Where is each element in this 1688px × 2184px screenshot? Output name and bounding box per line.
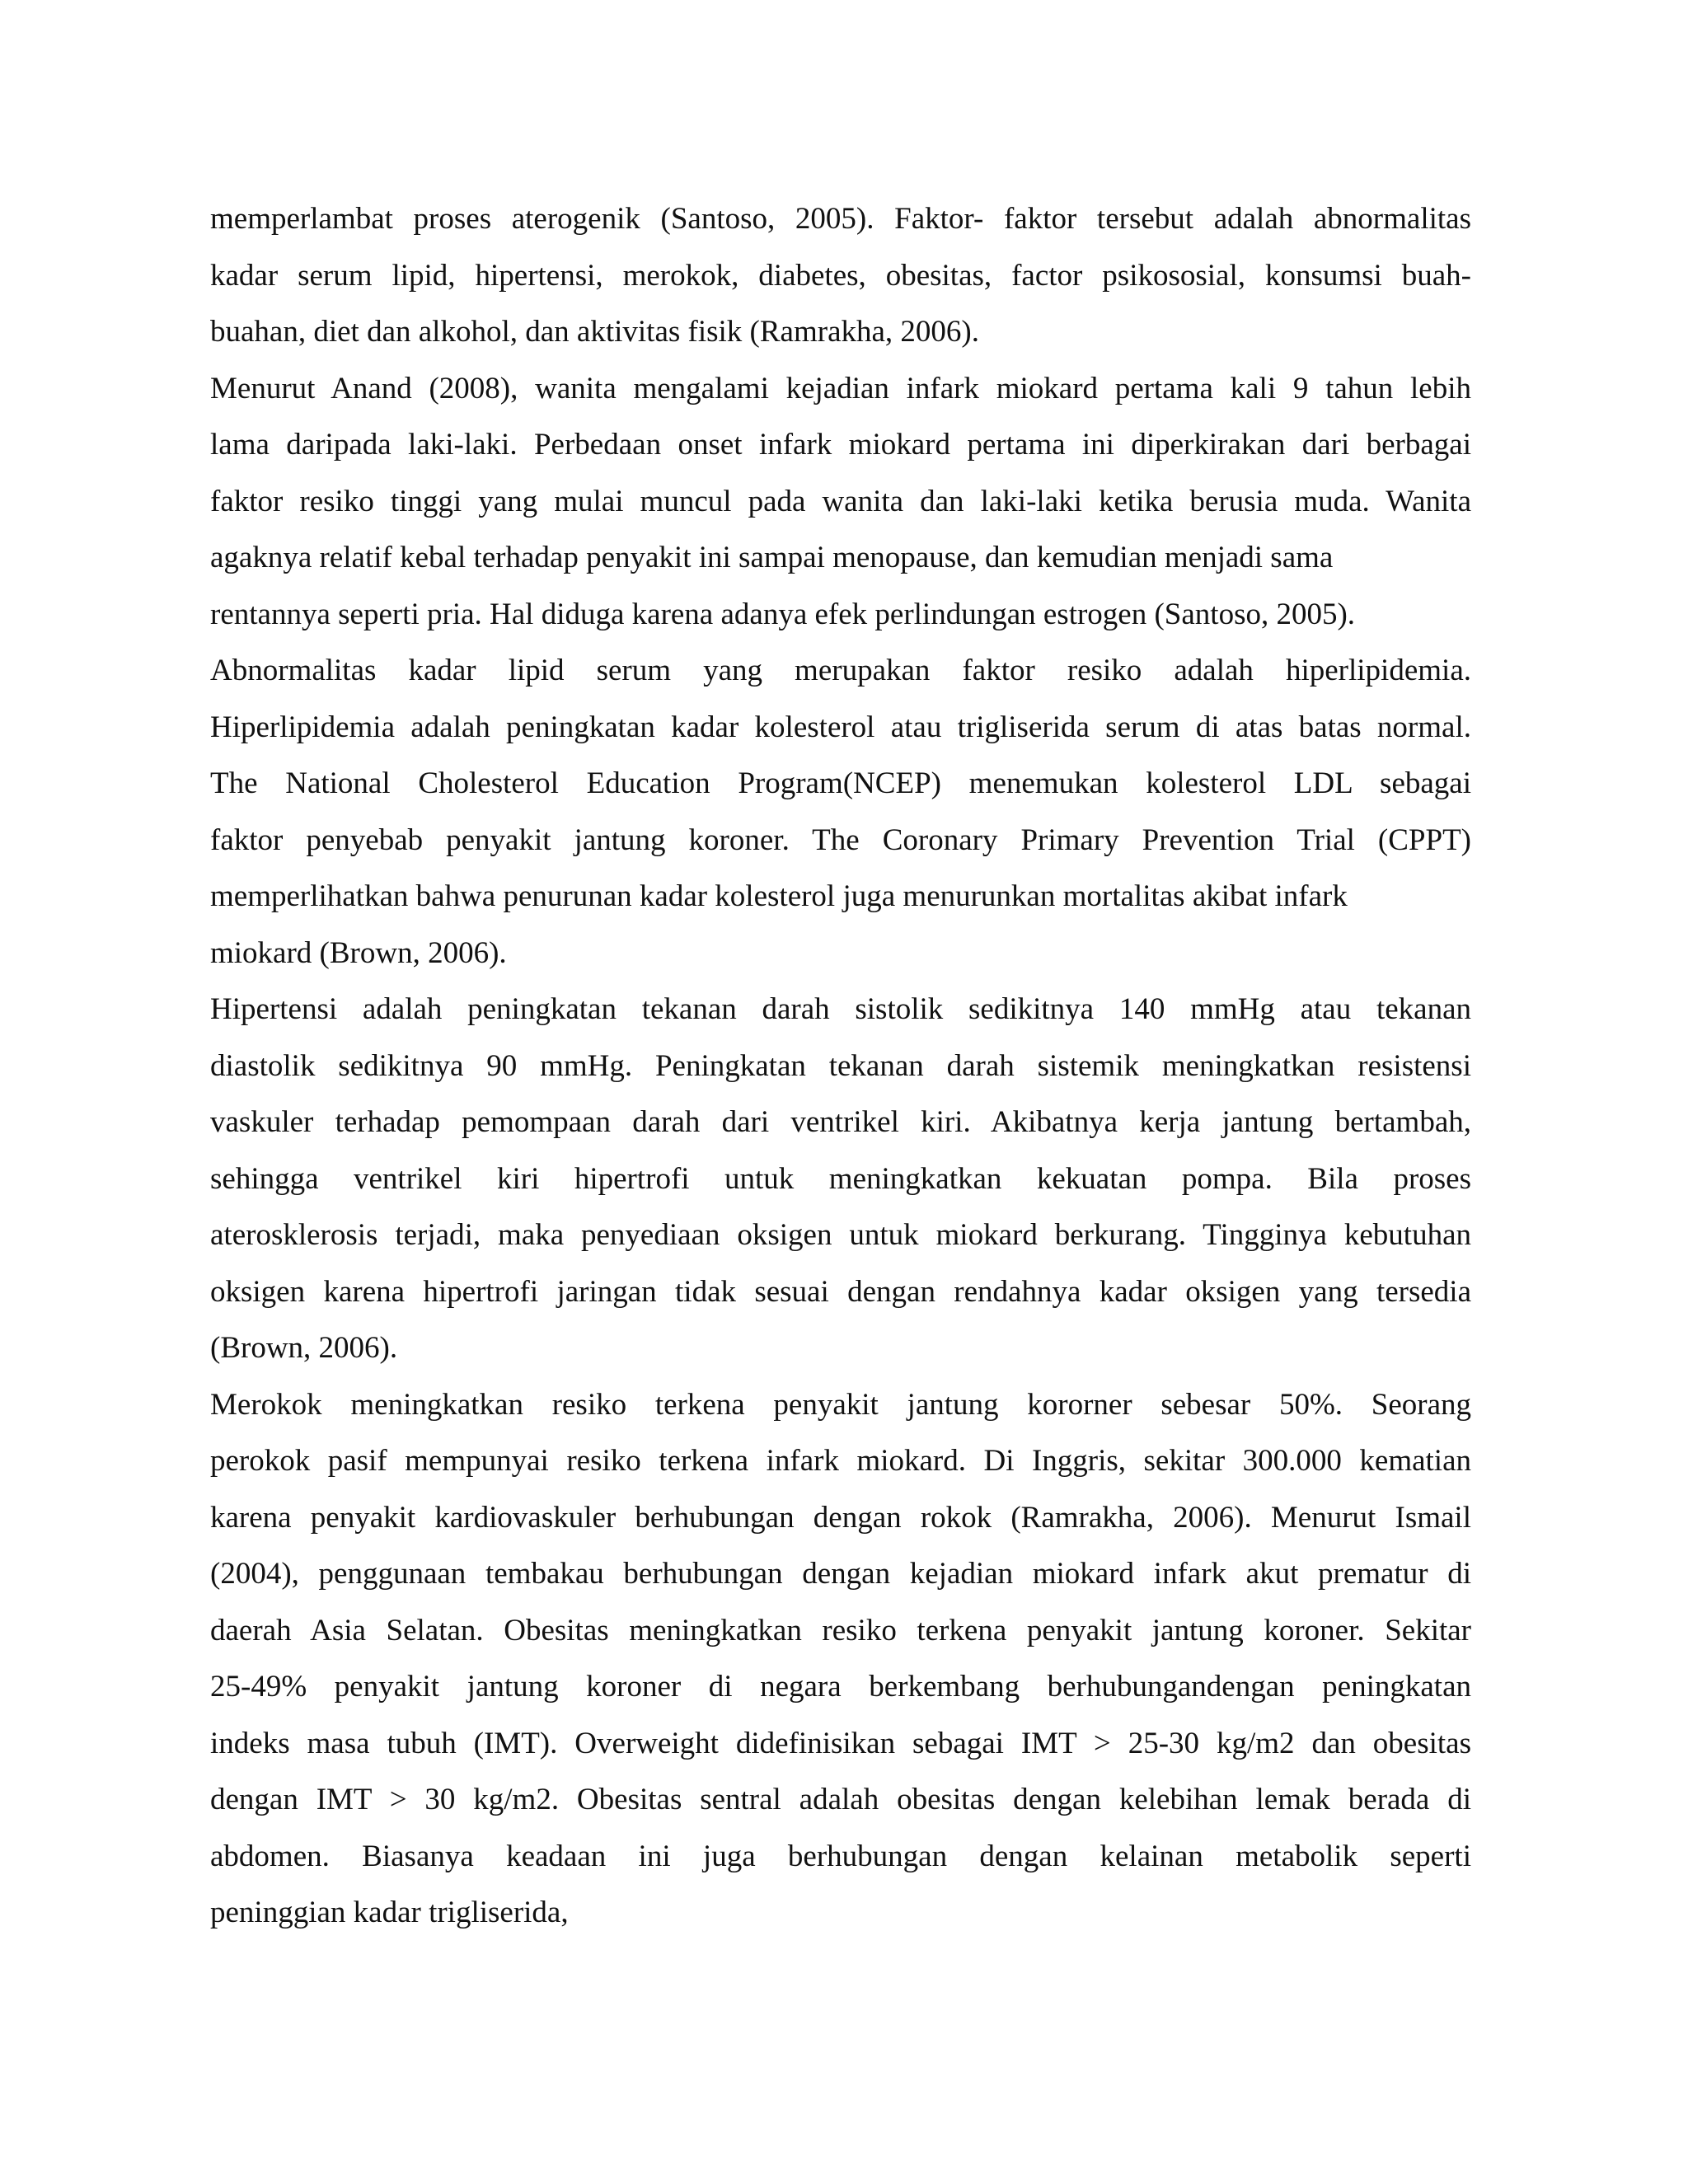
text-line: The National Cholesterol Education Program(NCEP) menemukan kolesterol LDL sebagai <box>210 766 1471 800</box>
text-line: rentannya seperti pria. Hal diduga karena adanya efek perlindungan estrogen (Santoso, 2005). <box>210 597 1356 631</box>
text-line: aterosklerosis terjadi, maka penyediaan oksigen untuk miokard berkurang. Tingginya kebutuhan <box>210 1218 1471 1252</box>
text-line: Hiperlipidemia adalah peningkatan kadar kolesterol atau trigliserida serum di atas batas normal. <box>210 710 1471 744</box>
text-line: oksigen karena hipertrofi jaringan tidak sesuai dengan rendahnya kadar oksigen yang tersedia <box>210 1274 1471 1309</box>
text-line: kadar serum lipid, hipertensi, merokok, diabetes, obesitas, factor psikososial, konsumsi buah- <box>210 258 1471 293</box>
text-line: dengan IMT > 30 kg/m2. Obesitas sentral adalah obesitas dengan kelebihan lemak berada di <box>210 1783 1471 1816</box>
text-line: Abnormalitas kadar lipid serum yang merupakan faktor resiko adalah hiperlipidemia. <box>210 654 1471 687</box>
text-line: faktor penyebab penyakit jantung koroner. The Coronary Primary Prevention Trial (CPPT) <box>210 823 1471 857</box>
text-line: daerah Asia Selatan. Obesitas meningkatkan resiko terkena penyakit jantung koroner. Sekitar <box>210 1613 1471 1647</box>
paragraph-hypertension <box>210 982 1471 1377</box>
document-page <box>210 191 1471 1942</box>
text-line: abdomen. Biasanya keadaan ini juga berhubungan dengan kelainan metabolik seperti <box>210 1839 1471 1873</box>
text-line: peninggian kadar trigliserida, <box>210 1896 569 1929</box>
text-line: 25-49% penyakit jantung koroner di negara berkembang berhubungandengan peningkatan <box>210 1670 1471 1704</box>
text-line: (Brown, 2006). <box>210 1331 398 1365</box>
text-line: (2004), penggunaan tembakau berhubungan dengan kejadian miokard infark akut prematur di <box>210 1557 1471 1591</box>
text-line: indeks masa tubuh (IMT). Overweight didefinisikan sebagai IMT > 25-30 kg/m2 dan obesitas <box>210 1726 1471 1760</box>
text-line: Hipertensi adalah peningkatan tekanan darah sistolik sedikitnya 140 mmHg atau tekanan <box>210 992 1471 1026</box>
paragraph-risk-factors <box>210 191 1471 361</box>
text-line: agaknya relatif kebal terhadap penyakit ini sampai menopause, dan kemudian menjadi sama <box>210 541 1334 574</box>
text-line: Menurut Anand (2008), wanita mengalami kejadian infark miokard pertama kali 9 tahun lebih <box>210 371 1471 405</box>
text-line: vaskuler terhadap pemompaan darah dari ventrikel kiri. Akibatnya kerja jantung bertambah, <box>210 1105 1471 1139</box>
text-line: karena penyakit kardiovaskuler berhubungan dengan rokok (Ramrakha, 2006). Menurut Ismail <box>210 1500 1471 1535</box>
text-line: lama daripada laki-laki. Perbedaan onset infark miokard pertama ini diperkirakan dari berbagai <box>210 428 1471 462</box>
text-line: perokok pasif mempunyai resiko terkena infark miokard. Di Inggris, sekitar 300.000 kematian <box>210 1444 1471 1478</box>
text-line: sehingga ventrikel kiri hipertrofi untuk meningkatkan kekuatan pompa. Bila proses <box>210 1161 1471 1196</box>
paragraph-women-onset <box>210 361 1471 644</box>
paragraph-smoking-obesity <box>210 1377 1471 1942</box>
text-line: faktor resiko tinggi yang mulai muncul pada wanita dan laki-laki ketika berusia muda. Wanita <box>210 484 1471 518</box>
text-line: diastolik sedikitnya 90 mmHg. Peningkatan tekanan darah sistemik meningkatkan resistensi <box>210 1048 1471 1083</box>
paragraph-hyperlipidemia <box>210 643 1471 982</box>
text-line: buahan, diet dan alkohol, dan aktivitas fisik (Ramrakha, 2006). <box>210 315 979 349</box>
text-line: Merokok meningkatkan resiko terkena penyakit jantung kororner sebesar 50%. Seorang <box>210 1387 1471 1422</box>
text-line: memperlambat proses aterogenik (Santoso, 2005). Faktor- faktor tersebut adalah abnormalitas <box>210 202 1471 236</box>
text-line: memperlihatkan bahwa penurunan kadar kolesterol juga menurunkan mortalitas akibat infark <box>210 879 1348 913</box>
text-line: miokard (Brown, 2006). <box>210 935 507 970</box>
